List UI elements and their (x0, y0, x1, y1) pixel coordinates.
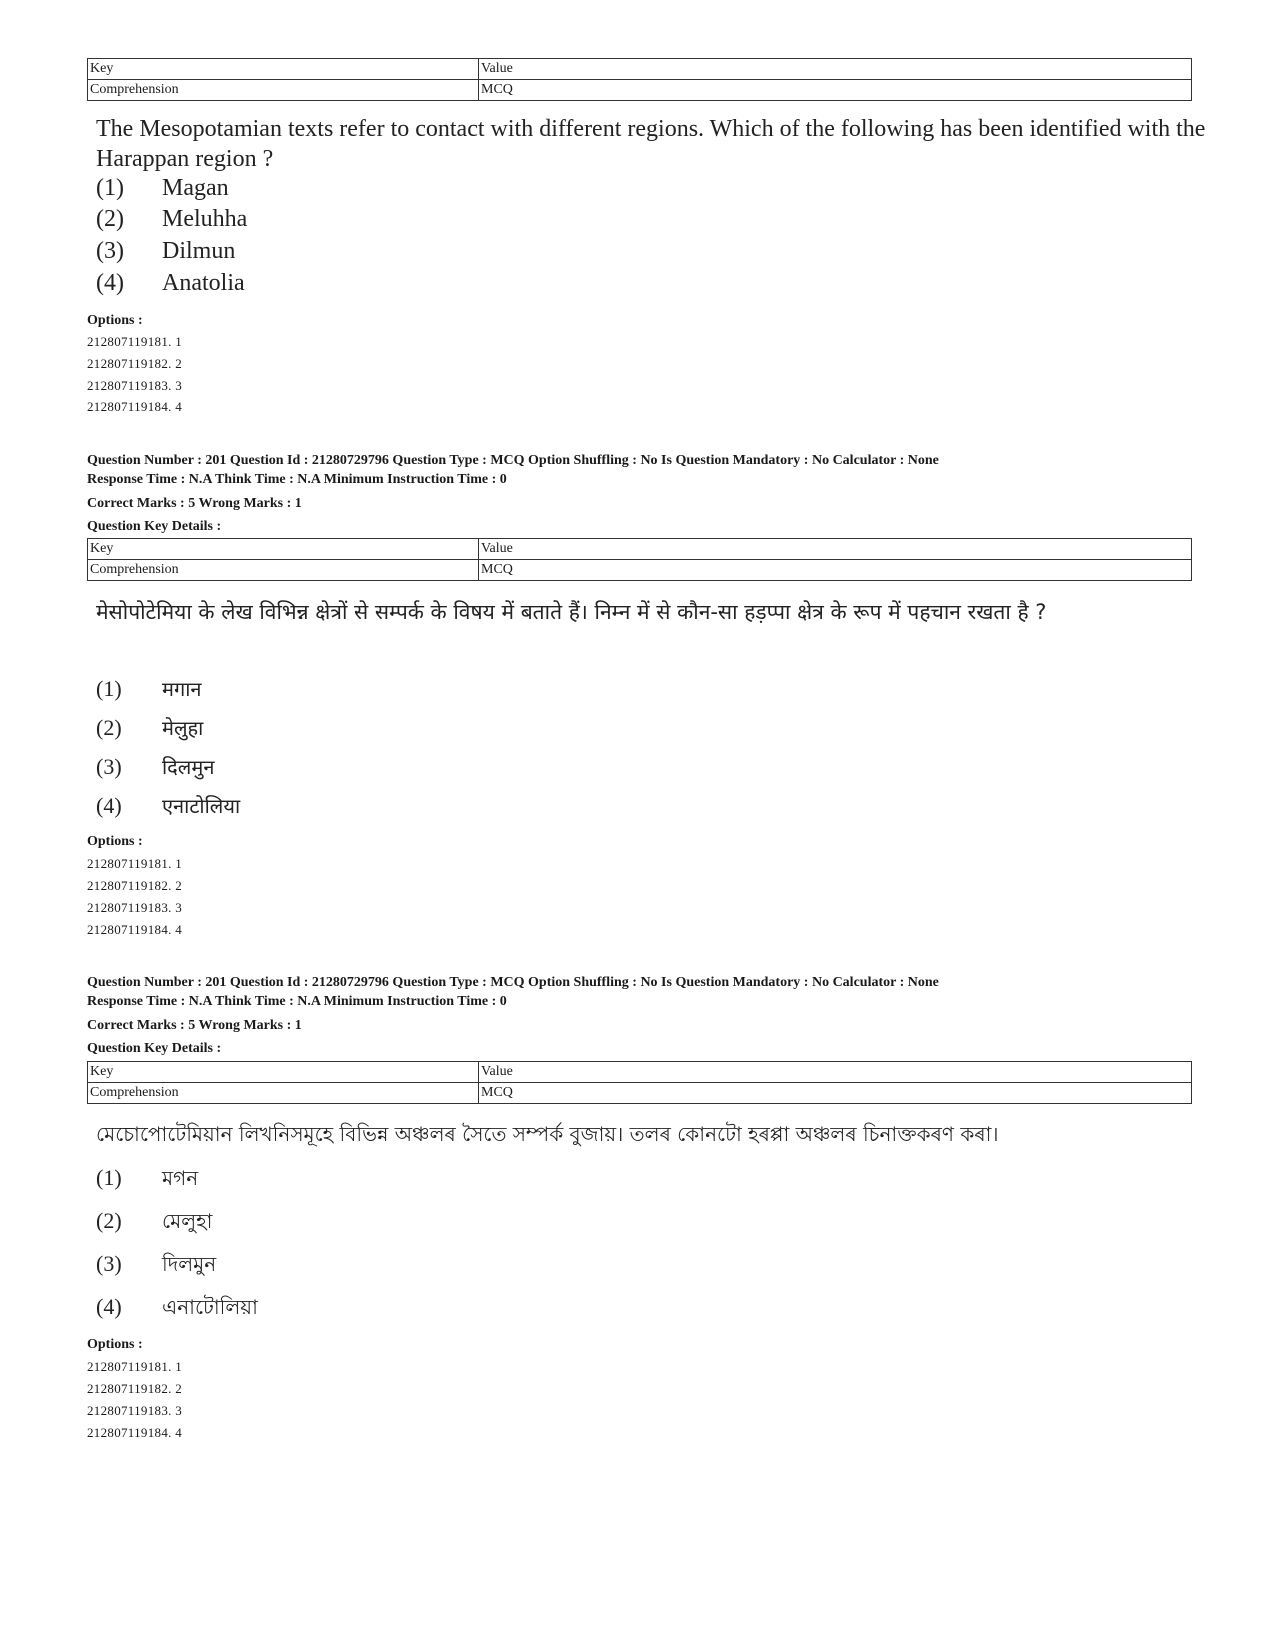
answer-option: (1) मगान (96, 676, 202, 701)
table-cell-key: Comprehension (88, 1083, 479, 1104)
option-id-line: 212807119184. 4 (87, 399, 183, 414)
answer-option: (3) দিলমুন (96, 1251, 217, 1276)
table-header-key: Key (88, 539, 479, 560)
table-row (88, 560, 1192, 581)
option-id-line: 212807119182. 2 (87, 878, 183, 893)
table-header-value: Value (479, 1062, 1192, 1083)
table-cell-key: Comprehension (88, 560, 479, 581)
question-key-details-label: Question Key Details : (87, 519, 222, 534)
option-id-line: 212807119181. 1 (87, 334, 183, 349)
answer-option: (3) दिलमुन (96, 754, 215, 779)
option-id-line: 212807119181. 1 (87, 1359, 183, 1374)
options-label: Options : (87, 1337, 143, 1352)
table-header-value: Value (479, 59, 1192, 80)
option-id-line: 212807119181. 1 (87, 856, 183, 871)
answer-option: (1) Magan (96, 175, 229, 201)
table-header-row (88, 59, 1192, 80)
question-text-bengali: মেচোপোটেমিয়ান লিখনিসমূহে বিভিন্ন অঞ্চলৰ সৈতে সম্পৰ্ক বুজায়। তলৰ কোনটো হৰপ্পা অঞ্চলৰ চিনাক্তকৰণ কৰা। (96, 1122, 999, 1146)
question-key-table (87, 538, 1192, 581)
option-id-line: 212807119183. 3 (87, 900, 183, 915)
answer-option: (2) मेलुहा (96, 715, 204, 740)
table-row (88, 80, 1192, 101)
answer-option: (2) মেলুহা (96, 1208, 213, 1233)
option-id-line: 212807119183. 3 (87, 378, 183, 393)
question-key-table (87, 58, 1192, 101)
answer-option: (4) এনাটোলিয়া (96, 1294, 258, 1319)
question-text-english: The Mesopotamian texts refer to contact with different regions. Which of the following has been identified with the Harappan region ? (96, 116, 1206, 172)
table-header-row (88, 1062, 1192, 1083)
option-id-line: 212807119183. 3 (87, 1403, 183, 1418)
answer-option: (4) एनाटोलिया (96, 793, 241, 818)
options-label: Options : (87, 313, 143, 328)
question-key-table (87, 1061, 1192, 1104)
question-marks-line: Correct Marks : 5 Wrong Marks : 1 (87, 496, 302, 511)
question-meta-line: Question Number : 201 Question Id : 21280729796 Question Type : MCQ Option Shuffling : No Is Question Mandatory : No Calculator : None (87, 453, 939, 468)
answer-option: (3) Dilmun (96, 238, 236, 264)
option-id-line: 212807119182. 2 (87, 356, 183, 371)
answer-option: (2) Meluhha (96, 206, 248, 232)
question-marks-line: Correct Marks : 5 Wrong Marks : 1 (87, 1018, 302, 1033)
answer-option: (1) মগন (96, 1165, 199, 1190)
table-header-key: Key (88, 1062, 479, 1083)
option-id-line: 212807119182. 2 (87, 1381, 183, 1396)
table-header-row (88, 539, 1192, 560)
table-cell-key: Comprehension (88, 80, 479, 101)
option-id-line: 212807119184. 4 (87, 922, 183, 937)
table-cell-value: MCQ (479, 1083, 1192, 1104)
table-row (88, 1083, 1192, 1104)
option-id-line: 212807119184. 4 (87, 1425, 183, 1440)
question-key-details-label: Question Key Details : (87, 1041, 222, 1056)
table-cell-value: MCQ (479, 80, 1192, 101)
options-label: Options : (87, 834, 143, 849)
answer-option: (4) Anatolia (96, 270, 245, 296)
table-header-value: Value (479, 539, 1192, 560)
question-meta-line: Question Number : 201 Question Id : 21280729796 Question Type : MCQ Option Shuffling : No Is Question Mandatory : No Calculator : None (87, 975, 939, 990)
question-text-hindi: मेसोपोटेमिया के लेख विभिन्न क्षेत्रों से सम्पर्क के विषय में बताते हैं। निम्न में से कौन-सा हड़प्पा क्षेत्र के रूप में पहचान रखता है ? (96, 600, 1047, 624)
table-header-key: Key (88, 59, 479, 80)
question-meta-line: Response Time : N.A Think Time : N.A Minimum Instruction Time : 0 (87, 994, 507, 1009)
table-cell-value: MCQ (479, 560, 1192, 581)
question-meta-line: Response Time : N.A Think Time : N.A Minimum Instruction Time : 0 (87, 472, 507, 487)
